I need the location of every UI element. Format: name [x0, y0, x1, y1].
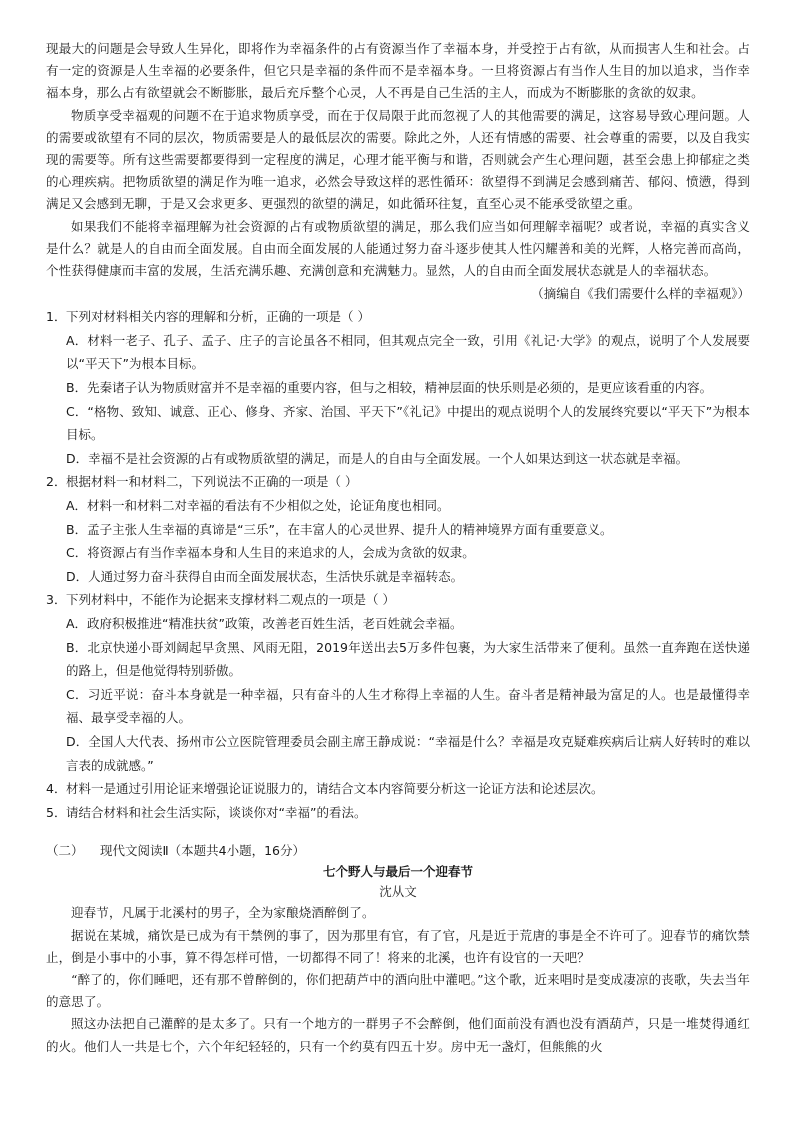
- question-number: 5．: [46, 804, 67, 820]
- option-c: C．将资源占有当作幸福本身和人生目的来追求的人，会成为贪欲的奴隶。: [66, 545, 475, 561]
- section-heading: [46, 840, 750, 862]
- question-stem: [46, 470, 750, 494]
- question-number: 4．: [46, 781, 67, 797]
- section-number: （二）: [46, 843, 84, 859]
- question-4: [46, 777, 750, 801]
- question-list: [46, 305, 750, 824]
- question-5: [46, 801, 750, 825]
- option-a: A．材料一和材料二对幸福的看法有不少相似之处，论证角度也相同。: [66, 497, 450, 513]
- question-text: 下列材料中，不能作为论据来支撑材料二观点的一项是（ ）: [66, 592, 395, 608]
- section-heading-text: 现代文阅读Ⅱ（本题共4小题，16分）: [100, 843, 306, 859]
- question-number: 3．: [46, 592, 67, 608]
- question-3: [46, 588, 750, 777]
- article-paragraph: 据说在某城，痛饮是已成为有干禁例的事了，因为那里有官，有了官，凡是近于荒唐的事是全不许可了。迎春节的痛饮禁止，倒是小事中的小事，算不得怎样可惜，一切都得不同了！将来的北溪，也许有设官的一天吧？: [46, 927, 750, 965]
- option-b: B．先秦诸子认为物质财富并不是幸福的重要内容，但与之相较，精神层面的快乐则是必须的，是更应该看重的内容。: [66, 380, 713, 396]
- question-stem: [46, 588, 750, 612]
- article-paragraph: “醉了的，你们睡吧，还有那不曾醉倒的，你们把葫芦中的酒向肚中灌吧。”这个歌，近来唱时是变成凄凉的丧歌，失去当年的意思了。: [46, 971, 750, 1010]
- question-text: 下列对材料相关内容的理解和分析，正确的一项是（ ）: [66, 309, 370, 325]
- question-2: [46, 470, 750, 588]
- option-b: B．北京快递小哥刘阔起早贪黑、风雨无阻，2019年送出去5万多件包裹，为大家生活带来了便利。虽然一直奔跑在送快递的路上，但是他觉得特别骄傲。: [66, 639, 750, 679]
- material-paragraph: 现最大的问题是会导致人生异化，即将作为幸福条件的占有资源当作了幸福本身，并受控于占有欲，从而损害人生和社会。占有一定的资源是人生幸福的必要条件，但它只是幸福的条件而不是幸福本身。一旦将资源占有当作人生目的加以追求，当作幸福本身，那么占有欲望就会不断膨胀，最后充斥整个心灵，人不再是自己生活的主人，而成为不断膨胀的贪欲的奴隶。: [46, 41, 750, 101]
- option-d: D．全国人大代表、扬州市公立医院管理委员会副主席王静成说：“幸福是什么？幸福是攻克疑难疾病后让病人好转时的难以言表的成就感。”: [66, 733, 750, 773]
- question-text: 材料一是通过引用论证来增强论证说服力的，请结合文本内容简要分析这一论证方法和论述层次。: [66, 781, 604, 797]
- option-c: C．“格物、致知、诚意、正心、修身、齐家、治国、平天下”《礼记》中提出的观点说明个人的发展终究要以“平天下”为根本目标。: [66, 403, 750, 443]
- option-a: A．材料一老子、孔子、孟子、庄子的言论虽各不相同，但其观点完全一致，引用《礼记·大学》的观点，说明了个人发展要以“平天下”为根本目标。: [66, 332, 750, 372]
- option-d: D．幸福不是社会资源的占有或物质欲望的满足，而是人的自由与全面发展。一个人如果达到这一状态就是幸福。: [66, 450, 689, 466]
- article-paragraph: 迎春节，凡属于北溪村的男子，全为家酿烧酒醉倒了。: [71, 905, 375, 921]
- material-paragraph: 物质享受幸福观的问题不在于追求物质享受，而在于仅局限于此而忽视了人的其他需要的满足，这容易导致心理问题。人的需要或欲望有不同的层次，物质需要是人的最低层次的需要。除此之外，人还有情感的需要、社会尊重的需要，以及自我实现的需要等。所有这些需要都要得到一定程度的满足，心理才能平衡与和谐，否则就会产生心理问题，甚至会患上抑郁症之类的心理疾病。把物质欲望的满足作为唯一追求，必然会导致这样的恶性循环：欲望得不到满足会感到痛苦、郁闷、愤懑，得到满足又会感到无聊，于是又会求更多、更强烈的欲望的满足，如此循环往复，直至心灵不能承受欲望之重。: [46, 107, 750, 212]
- question-stem: [46, 801, 750, 825]
- question-stem: [46, 777, 750, 801]
- material-paragraph: 如果我们不能将幸福理解为社会资源的占有或物质欲望的满足，那么我们应当如何理解幸福呢？或者说，幸福的真实含义是什么？就是人的自由而全面发展。自由而全面发展的人能通过努力奋斗逐步使其人性闪耀善和美的光辉，人格完善而高尚，个性获得健康而丰富的发展，生活充满乐趣、充满创意和充满魅力。显然，人的自由而全面发展状态就是人的幸福状态。: [46, 218, 750, 279]
- question-text: 根据材料一和材料二，下列说法不正确的一项是（ ）: [66, 474, 358, 490]
- article-author: 沈从文: [379, 884, 417, 900]
- article-title: 七个野人与最后一个迎春节: [322, 864, 473, 880]
- section-two: [46, 840, 750, 1057]
- option-a: A．政府积极推进“精准扶贫”政策，改善老百姓生活，老百姓就会幸福。: [66, 615, 463, 631]
- option-d: D．人通过努力奋斗获得自由而全面发展状态，生活快乐就是幸福转态。: [66, 568, 464, 584]
- exam-page: [46, 38, 750, 1058]
- article-paragraph: 照这办法把自己灌醉的是太多了。只有一个地方的一群男子不会醉倒，他们面前没有酒也没有酒葫芦，只是一堆焚得通红的火。他们人一共是七个，六个年纪轻轻的，只有一个约莫有四五十岁。房中无一盏灯，但熊熊的火: [46, 1016, 750, 1054]
- question-text: 请结合材料和社会生活实际，谈谈你对“幸福”的看法。: [66, 804, 367, 820]
- material-two: [46, 38, 750, 305]
- option-c: C．习近平说：奋斗本身就是一种幸福，只有奋斗的人生才称得上幸福的人生。奋斗者是精神最为富足的人。也是最懂得幸福、最享受幸福的人。: [66, 686, 750, 726]
- source-citation: （摘编自《我们需要什么样的幸福观》）: [531, 286, 750, 302]
- question-stem: [46, 305, 750, 329]
- question-number: 1．: [46, 309, 67, 325]
- question-number: 2．: [46, 474, 67, 490]
- question-1: [46, 305, 750, 470]
- option-b: B．孟子主张人生幸福的真谛是“三乐”，在丰富人的心灵世界、提升人的精神境界方面有重要意义。: [66, 521, 613, 537]
